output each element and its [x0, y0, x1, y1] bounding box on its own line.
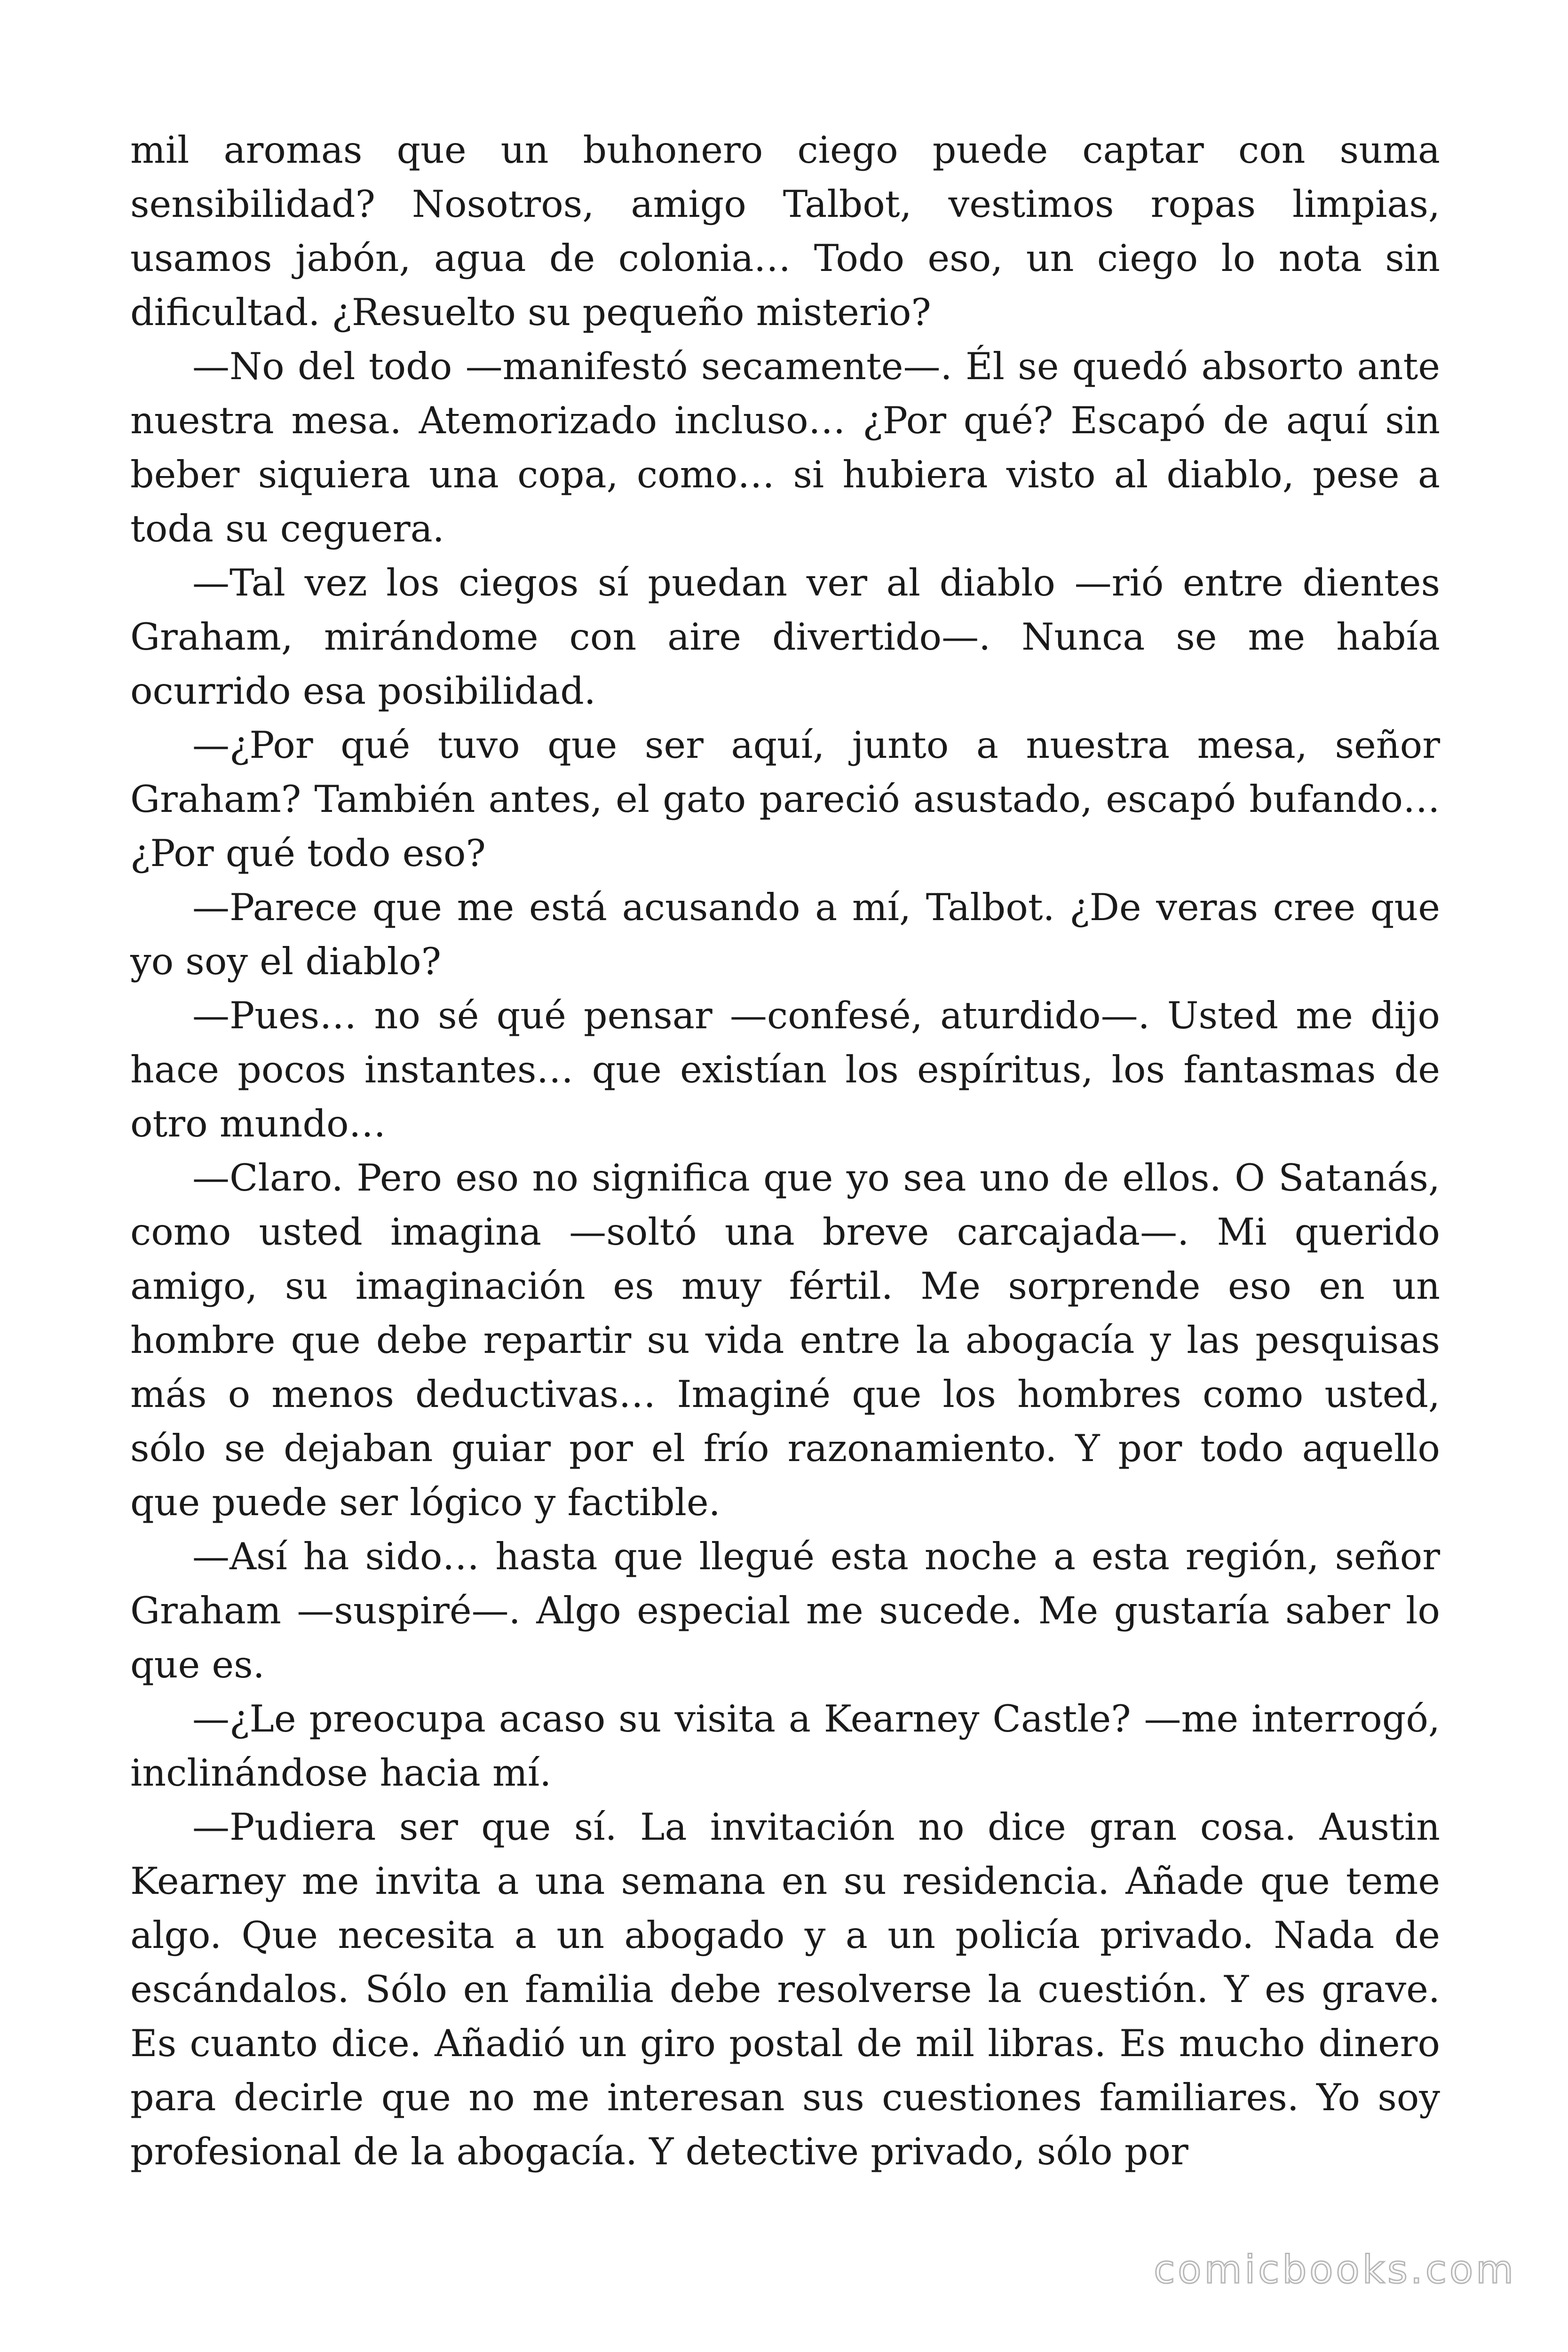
paragraph-4: —¿Por qué tuvo que ser aquí, junto a nuestra mesa, señor Graham? También antes, el gato pareció asustado, escapó bufando… ¿Por qué todo eso? — [130, 723, 1440, 875]
body-text — [130, 123, 1440, 2179]
paragraph-6: —Pues… no sé qué pensar —confesé, aturdido—. Usted me dijo hace pocos instantes… que existían los espíritus, los fantasmas de otro mundo… — [130, 994, 1440, 1145]
paragraph-7: —Claro. Pero eso no significa que yo sea uno de ellos. O Satanás, como usted imagina —soltó una breve carcajada—. Mi querido amigo, su imaginación es muy fértil. Me sorprende eso en un hombre que debe repartir su vida entre la abogacía y las pesquisas más o menos deductivas… Imaginé que los hombres como usted, sólo se dejaban guiar por el frío razonamiento. Y por todo aquello que puede ser lógico y factible. — [130, 1156, 1440, 1524]
paragraph-9: —¿Le preocupa acaso su visita a Kearney Castle? —me interrogó, inclinándose hacia mí. — [130, 1697, 1440, 1795]
paragraph-10: —Pudiera ser que sí. La invitación no dice gran cosa. Austin Kearney me invita a una semana en su residencia. Añade que teme algo. Que necesita a un abogado y a un policía privado. Nada de escándalos. Sólo en familia debe resolverse la cuestión. Y es grave. Es cuanto dice. Añadió un giro postal de mil libras. Es mucho dinero para decirle que no me interesan sus cuestiones familiares. Yo soy profesional de la abogacía. Y detective privado, sólo por — [130, 1805, 1440, 2173]
paragraph-2: —No del todo —manifestó secamente—. Él se quedó absorto ante nuestra mesa. Atemorizado incluso… ¿Por qué? Escapó de aquí sin beber siquiera una copa, como… si hubiera visto al diablo, pese a toda su ceguera. — [130, 345, 1440, 550]
paragraph-1: mil aromas que un buhonero ciego puede captar con suma sensibilidad? Nosotros, amigo Talbot, vestimos ropas limpias, usamos jabón, agua de colonia… Todo eso, un ciego lo nota sin dificultad. ¿Resuelto su pequeño misterio? — [130, 128, 1440, 334]
paragraph-3: —Tal vez los ciegos sí puedan ver al diablo —rió entre dientes Graham, mirándome con aire divertido—. Nunca se me había ocurrido esa posibilidad. — [130, 561, 1440, 713]
watermark: comicbooks.com — [1154, 2248, 1516, 2292]
paragraph-5: —Parece que me está acusando a mí, Talbot. ¿De veras cree que yo soy el diablo? — [130, 886, 1440, 983]
paragraph-8: —Así ha sido… hasta que llegué esta noche a esta región, señor Graham —suspiré—. Algo especial me sucede. Me gustaría saber lo que es. — [130, 1535, 1440, 1686]
